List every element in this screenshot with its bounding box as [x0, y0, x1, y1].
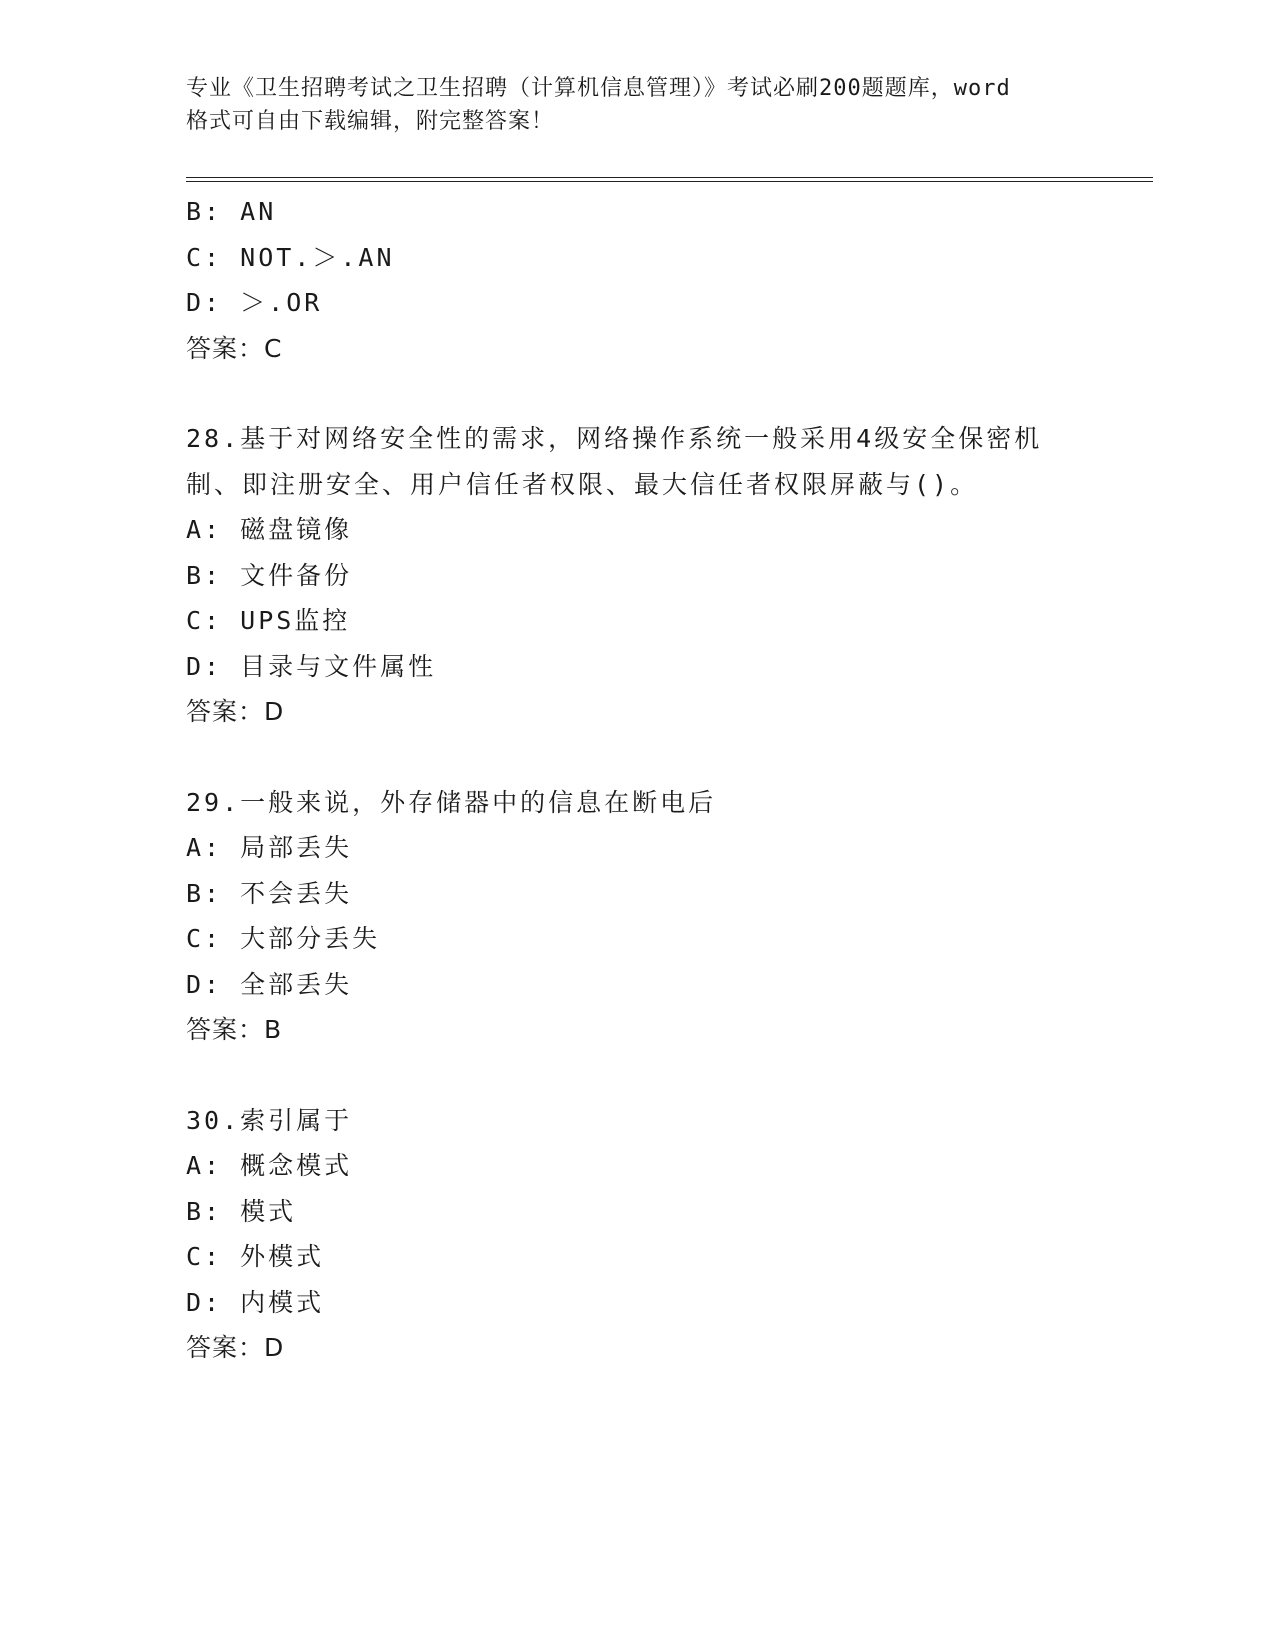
option-b: B: 不会丢失 [186, 878, 353, 908]
answer-line: 答案：D [186, 697, 285, 726]
option-c: C: UPS监控 [186, 606, 351, 635]
question-stem-line: 制、即注册安全、用户信任者权限、最大信任者权限屏蔽与()。 [186, 469, 979, 499]
question-stem-line: 28.基于对网络安全性的需求，网络操作系统一般采用4级安全保密机 [186, 424, 1043, 453]
option-b: B: AN [186, 197, 277, 226]
option-c: C: NOT.＞.AN [186, 242, 395, 272]
question-29 [186, 780, 1086, 1053]
option-b: B: 文件备份 [186, 560, 353, 590]
header-divider [186, 177, 1153, 182]
question-30 [186, 1098, 1086, 1371]
answer-line: 答案：B [186, 1015, 283, 1044]
question-stem-line: 29.一般来说，外存储器中的信息在断电后 [186, 787, 717, 817]
option-c: C: 大部分丢失 [186, 924, 381, 953]
answer-line: 答案：D [186, 1333, 285, 1362]
option-a: A: 局部丢失 [186, 833, 353, 862]
question-stem-line: 30.索引属于 [186, 1105, 353, 1135]
question-28 [186, 416, 1086, 735]
question-content [186, 189, 1086, 1371]
answer-line: 答案：C [186, 333, 283, 363]
header-line-1: 专业《卫生招聘考试之卫生招聘（计算机信息管理）》考试必刷200题题库，word [186, 76, 1011, 101]
option-b: B: 模式 [186, 1196, 297, 1226]
document-header [186, 72, 1086, 138]
option-d: D: 目录与文件属性 [186, 651, 437, 681]
header-line-2: 格式可自由下载编辑，附完整答案！ [186, 109, 555, 134]
option-a: A: 概念模式 [186, 1151, 353, 1180]
prev-question-block [186, 189, 1086, 371]
option-a: A: 磁盘镜像 [186, 515, 353, 544]
option-d: D: ＞.OR [186, 288, 323, 317]
option-d: D: 全部丢失 [186, 969, 353, 999]
option-c: C: 外模式 [186, 1242, 325, 1271]
option-d: D: 内模式 [186, 1287, 325, 1317]
